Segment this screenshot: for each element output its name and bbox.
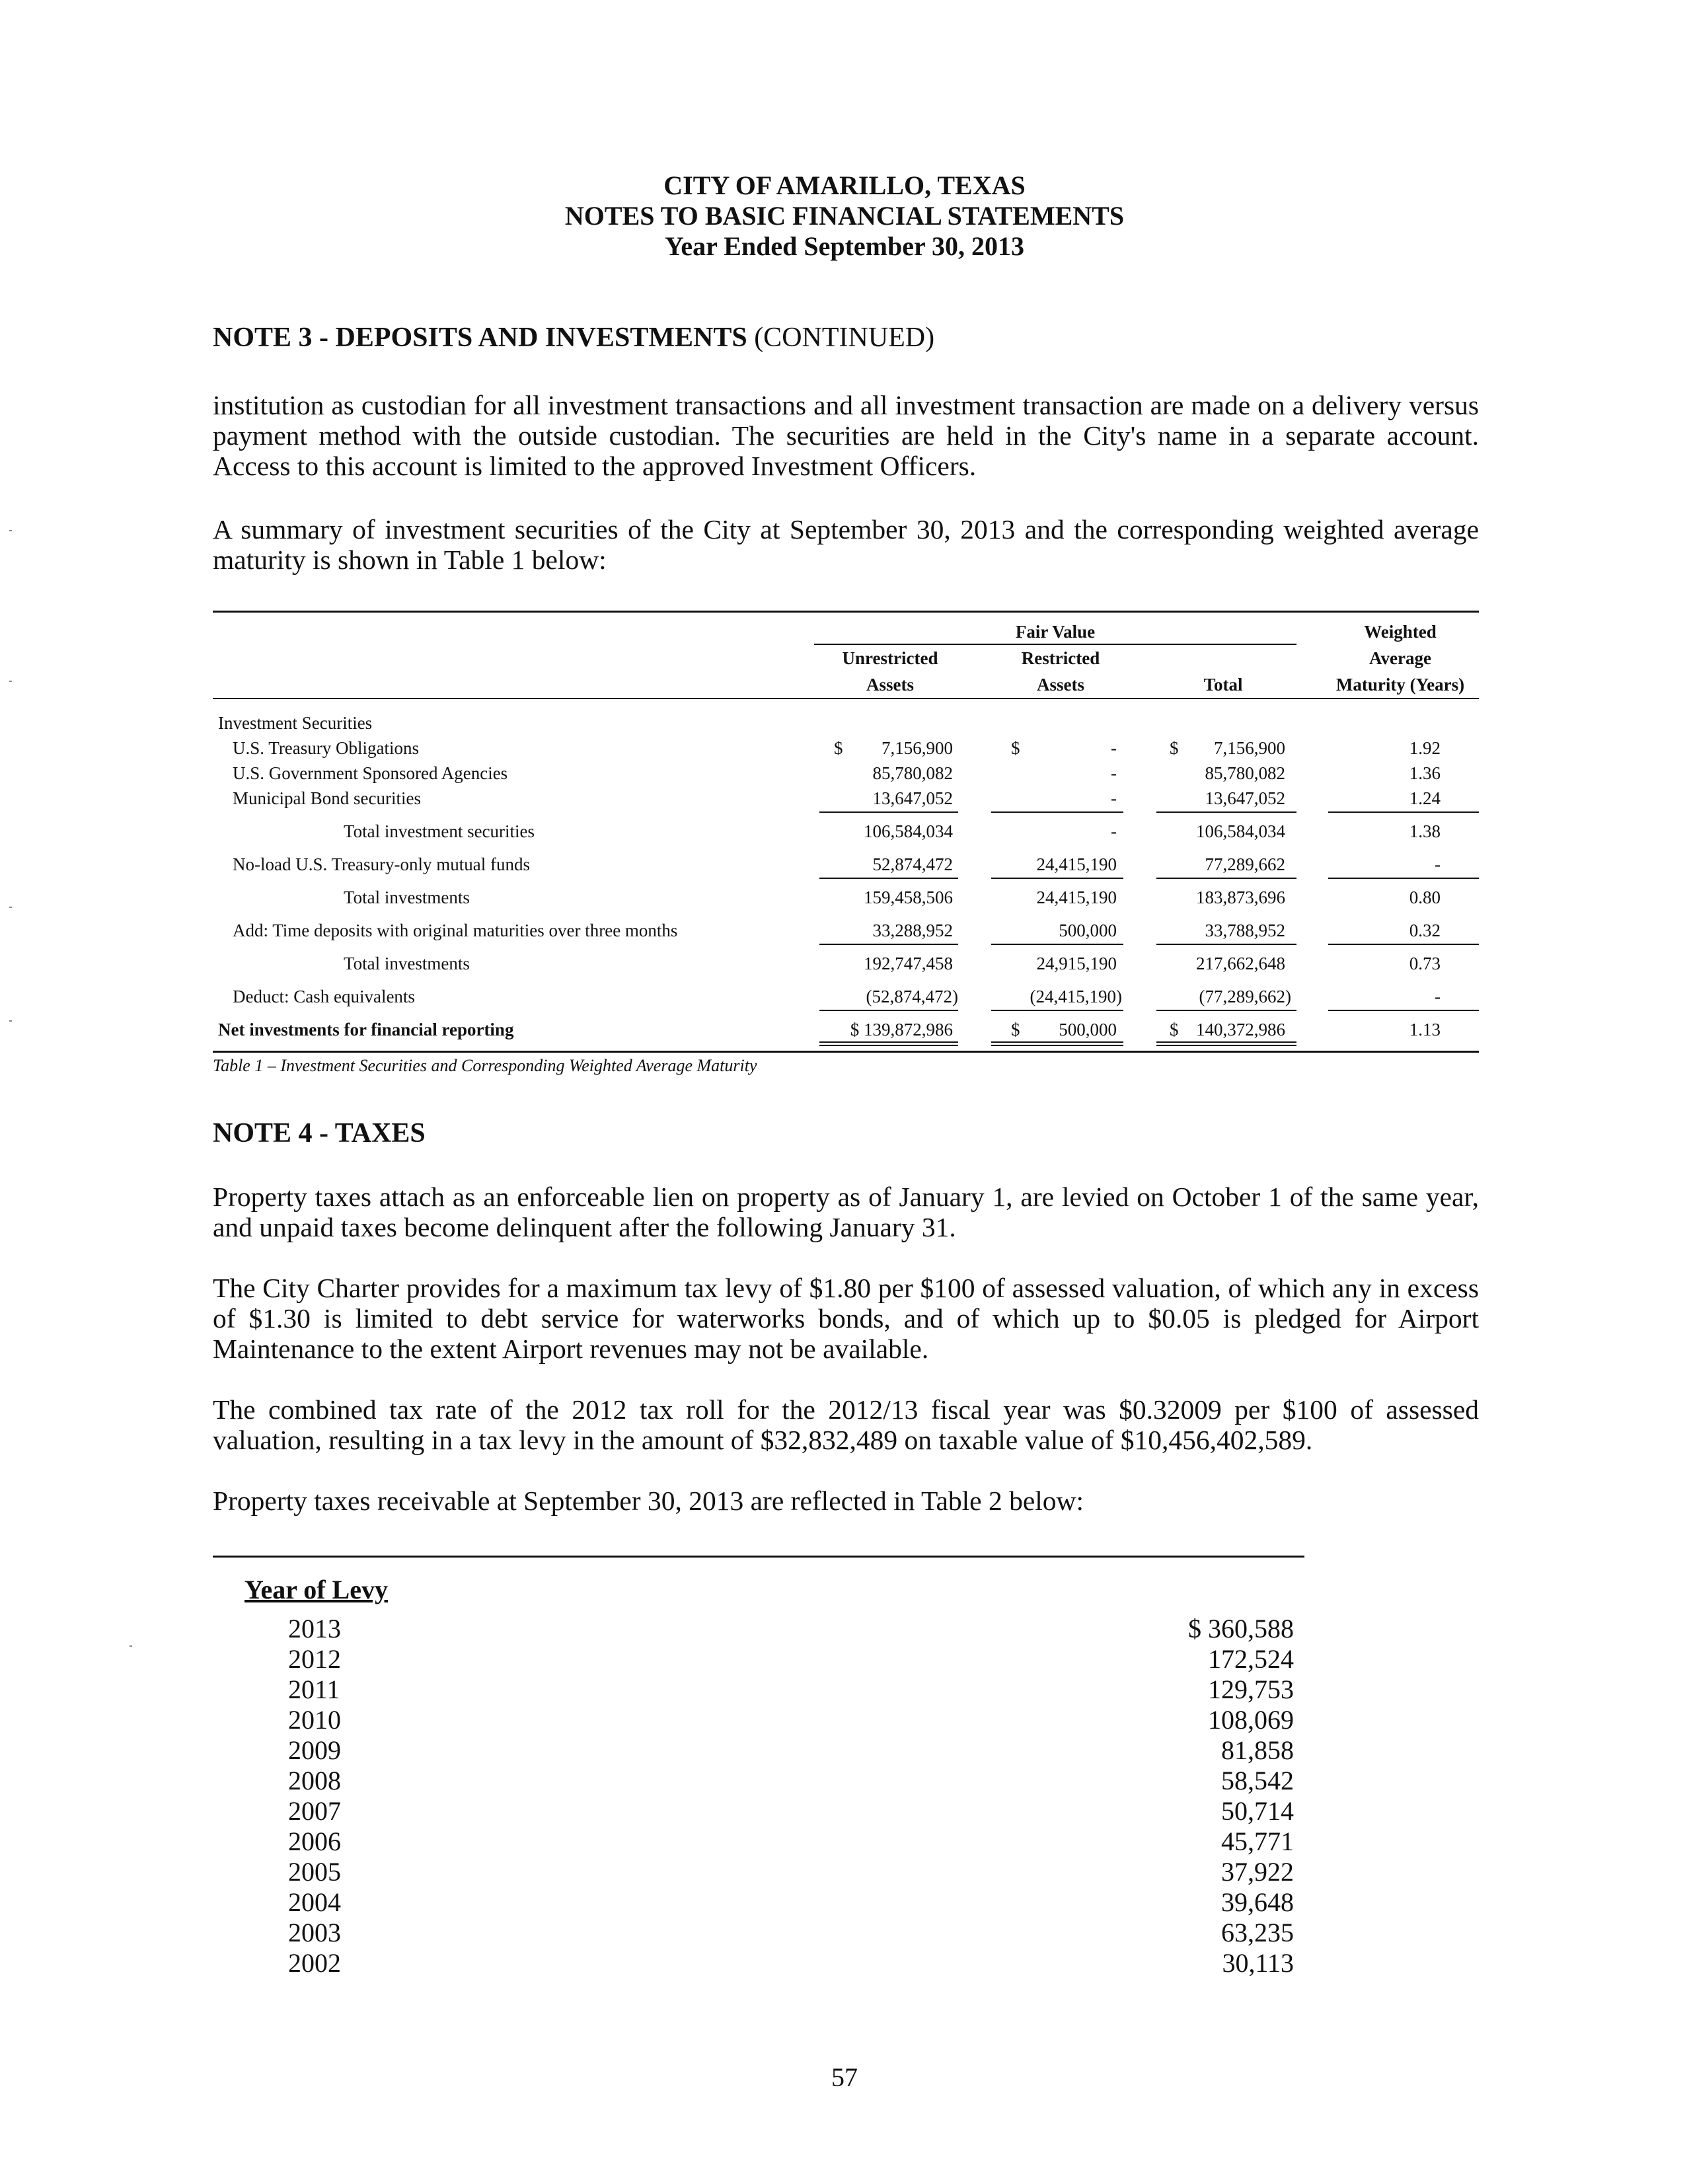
table1-cell-unrestricted: 52,874,472 <box>872 854 953 874</box>
table1-cell-restricted: 500,000 <box>1059 921 1117 940</box>
table1-header-restricted-assets: Assets <box>1037 675 1084 695</box>
table1-header-average: Average <box>1369 648 1431 668</box>
levy-amount: 30,113 <box>1222 1948 1294 1978</box>
subtotal-underline <box>819 1010 958 1011</box>
table1-cell-maturity: 1.13 <box>1409 1020 1441 1039</box>
table1-cell-unrestricted: 33,288,952 <box>872 921 953 940</box>
note4-paragraph-2: The City Charter provides for a maximum tax levy of $1.80 per $100 of assessed valuation, of which any in excess of $1.30 is limited to debt service for waterworks bonds, and of which up to $0.05 is pledged for Airport Maintenance to the extent Airport revenues may not be available. <box>213 1273 1479 1364</box>
levy-amount: 58,542 <box>1221 1766 1294 1795</box>
table1-cell-unrestricted: 159,458,506 <box>864 887 953 907</box>
subtotal-underline <box>991 944 1123 945</box>
table1-cell-restricted: 24,915,190 <box>1036 954 1117 973</box>
table1-cell-total: (77,289,662) <box>1199 987 1291 1006</box>
total-double-underline <box>991 1045 1123 1046</box>
table1-cell-restricted: - <box>1111 763 1117 783</box>
table1-cell-restricted: 24,415,190 <box>1036 887 1117 907</box>
table1-cell-maturity: 1.36 <box>1409 763 1441 783</box>
header-city: CITY OF AMARILLO, TEXAS <box>663 170 1026 200</box>
table1-top-rule <box>213 611 1479 613</box>
levy-year: 2013 <box>288 1614 341 1643</box>
page-number: 57 <box>831 2062 858 2092</box>
scan-mark <box>130 1645 132 1647</box>
table1-cell-maturity: - <box>1435 987 1441 1006</box>
table1-cell-maturity: 1.24 <box>1409 788 1441 808</box>
table1-cell-total: 13,647,052 <box>1205 788 1285 808</box>
scan-mark <box>9 681 12 682</box>
levy-amount: 63,235 <box>1221 1918 1294 1947</box>
subtotal-underline <box>991 811 1123 813</box>
note3-heading <box>213 321 934 354</box>
subtotal-underline <box>1328 878 1479 879</box>
table1-cell-unrestricted: 106,584,034 <box>864 821 953 841</box>
note4-heading: NOTE 4 - TAXES <box>213 1118 426 1148</box>
note3-paragraph-2: A summary of investment securities of the City at September 30, 2013 and the corresponding weighted average maturity is shown in Table 1 below: <box>213 514 1479 575</box>
table1-cell-restricted: - <box>1111 788 1117 808</box>
total-double-underline <box>819 1045 958 1046</box>
total-double-underline <box>1156 1045 1296 1046</box>
header-year: Year Ended September 30, 2013 <box>664 231 1025 261</box>
levy-amount: 129,753 <box>1208 1675 1294 1704</box>
subtotal-underline <box>819 878 958 879</box>
table1-cell-maturity: 0.73 <box>1409 954 1441 973</box>
table1-cell-restricted: 500,000 <box>1059 1020 1117 1039</box>
scan-mark <box>9 530 12 531</box>
total-double-underline <box>991 1041 1123 1043</box>
table1-cell-maturity: 0.32 <box>1409 921 1441 940</box>
currency-sign: $ <box>834 738 843 758</box>
table1-row-label-net: Net investments for financial reporting <box>218 1020 514 1039</box>
table1-cell-total: 217,662,648 <box>1196 954 1285 973</box>
table1-cell-maturity: 1.92 <box>1409 738 1441 758</box>
header-title: NOTES TO BASIC FINANCIAL STATEMENTS <box>564 201 1125 231</box>
table1-row-label: U.S. Treasury Obligations <box>233 738 420 758</box>
table2-top-rule <box>213 1556 1304 1558</box>
table1-row-label: Deduct: Cash equivalents <box>233 987 415 1006</box>
table1-row-label: No-load U.S. Treasury-only mutual funds <box>233 854 530 874</box>
table2-header-year-of-levy: Year of Levy <box>244 1575 388 1604</box>
currency-sign: $ <box>1170 1020 1179 1039</box>
levy-amount: $ 360,588 <box>1188 1614 1294 1643</box>
table1-bottom-rule <box>213 1051 1479 1053</box>
subtotal-underline <box>1156 1010 1296 1011</box>
table1-header-unrestricted-assets: Assets <box>866 675 914 695</box>
note3-paragraph-1: institution as custodian for all investment transactions and all investment transaction are made on a delivery versus payment method with the outside custodian. The securities are held in the City's name in a separate account. Access to this account is limited to the approved Investment Officers. <box>213 390 1479 481</box>
subtotal-underline <box>1156 811 1296 813</box>
levy-year: 2010 <box>288 1705 341 1735</box>
total-double-underline <box>1156 1041 1296 1043</box>
note4-paragraph-1: Property taxes attach as an enforceable lien on property as of January 1, are levied on October 1 of the same year, and unpaid taxes become delinquent after the following January 31. <box>213 1182 1479 1242</box>
table1-cell-restricted: (24,415,190) <box>1030 987 1122 1006</box>
table1-cell-unrestricted: 192,747,458 <box>864 954 953 973</box>
table1-header-restricted: Restricted <box>1021 648 1100 668</box>
table1-header-rule <box>213 698 1479 699</box>
note3-heading-continued: (CONTINUED) <box>747 322 935 353</box>
levy-year: 2007 <box>288 1796 341 1826</box>
table1-row-label: Municipal Bond securities <box>233 788 421 808</box>
table1-section-label: Investment Securities <box>218 713 373 733</box>
table1-row-label: Total investments <box>344 887 470 907</box>
table1-cell-maturity: 0.80 <box>1409 887 1441 907</box>
table1-cell-total: 85,780,082 <box>1205 763 1285 783</box>
levy-amount: 50,714 <box>1221 1796 1294 1826</box>
subtotal-underline <box>819 811 958 813</box>
total-double-underline <box>819 1041 958 1043</box>
subtotal-underline <box>1156 878 1296 879</box>
table1-row-label: U.S. Government Sponsored Agencies <box>233 763 508 783</box>
subtotal-underline <box>1328 811 1479 813</box>
levy-year: 2003 <box>288 1918 341 1947</box>
levy-amount: 39,648 <box>1221 1887 1294 1917</box>
table1-cell-unrestricted: 13,647,052 <box>872 788 953 808</box>
table1-cell-maturity: 1.38 <box>1409 821 1441 841</box>
table1-cell-restricted: 24,415,190 <box>1036 854 1117 874</box>
levy-year: 2005 <box>288 1857 341 1887</box>
table1-header-total: Total <box>1203 675 1243 695</box>
subtotal-underline <box>1156 944 1296 945</box>
subtotal-underline <box>1328 1010 1479 1011</box>
levy-year: 2006 <box>288 1826 341 1856</box>
table1-row-label: Add: Time deposits with original maturities over three months <box>233 921 678 940</box>
table1-caption: Table 1 – Investment Securities and Corresponding Weighted Average Maturity <box>213 1056 757 1075</box>
levy-year: 2012 <box>288 1644 341 1674</box>
scan-mark <box>9 907 12 908</box>
subtotal-underline <box>991 1010 1123 1011</box>
table1-cell-total: 183,873,696 <box>1196 887 1285 907</box>
table1-row-label: Total investment securities <box>344 821 535 841</box>
levy-amount: 81,858 <box>1221 1735 1294 1765</box>
table1-cell-total: 77,289,662 <box>1205 854 1285 874</box>
table1-cell-restricted: - <box>1111 821 1117 841</box>
currency-sign: $ <box>1170 738 1179 758</box>
table1-cell-maturity: - <box>1435 854 1441 874</box>
fair-value-underline <box>814 644 1296 645</box>
subtotal-underline <box>819 944 958 945</box>
currency-sign: $ <box>1011 738 1020 758</box>
document-header <box>0 170 1689 262</box>
subtotal-underline <box>991 878 1123 879</box>
table1-header-unrestricted: Unrestricted <box>842 648 938 668</box>
currency-sign: $ <box>1011 1020 1020 1039</box>
levy-year: 2011 <box>288 1675 340 1704</box>
table1-cell-total: 7,156,900 <box>1214 738 1285 758</box>
levy-amount: 108,069 <box>1208 1705 1294 1735</box>
table1-cell-total: 33,788,952 <box>1205 921 1285 940</box>
subtotal-underline <box>1328 944 1479 945</box>
table1-cell-total: 106,584,034 <box>1196 821 1285 841</box>
note3-heading-bold: NOTE 3 - DEPOSITS AND INVESTMENTS <box>213 322 747 353</box>
note4-paragraph-3: The combined tax rate of the 2012 tax roll for the 2012/13 fiscal year was $0.32009 per $100 of assessed valuation, resulting in a tax levy in the amount of $32,832,489 on taxable value of $10,456,402,589. <box>213 1394 1479 1455</box>
levy-year: 2002 <box>288 1948 341 1978</box>
levy-amount: 37,922 <box>1221 1857 1294 1887</box>
table1-header-weighted: Weighted <box>1364 622 1437 642</box>
table1-cell-unrestricted: (52,874,472) <box>866 987 958 1006</box>
levy-amount: 45,771 <box>1221 1826 1294 1856</box>
table1-cell-unrestricted: 7,156,900 <box>882 738 953 758</box>
scan-mark <box>9 1020 12 1022</box>
table1-cell-total: 140,372,986 <box>1196 1020 1285 1039</box>
levy-amount: 172,524 <box>1208 1644 1294 1674</box>
table1-header-maturity: Maturity (Years) <box>1335 675 1465 695</box>
note4-paragraph-4: Property taxes receivable at September 30, 2013 are reflected in Table 2 below: <box>213 1486 1084 1516</box>
table1-row-label: Total investments <box>344 954 470 973</box>
table1-cell-unrestricted: 85,780,082 <box>872 763 953 783</box>
table1-cell-unrestricted: $ 139,872,986 <box>850 1020 953 1039</box>
levy-year: 2008 <box>288 1766 341 1795</box>
levy-year: 2004 <box>288 1887 341 1917</box>
table1-header-fair-value: Fair Value <box>1015 622 1096 642</box>
levy-year: 2009 <box>288 1735 341 1765</box>
table1-cell-restricted: - <box>1111 738 1117 758</box>
